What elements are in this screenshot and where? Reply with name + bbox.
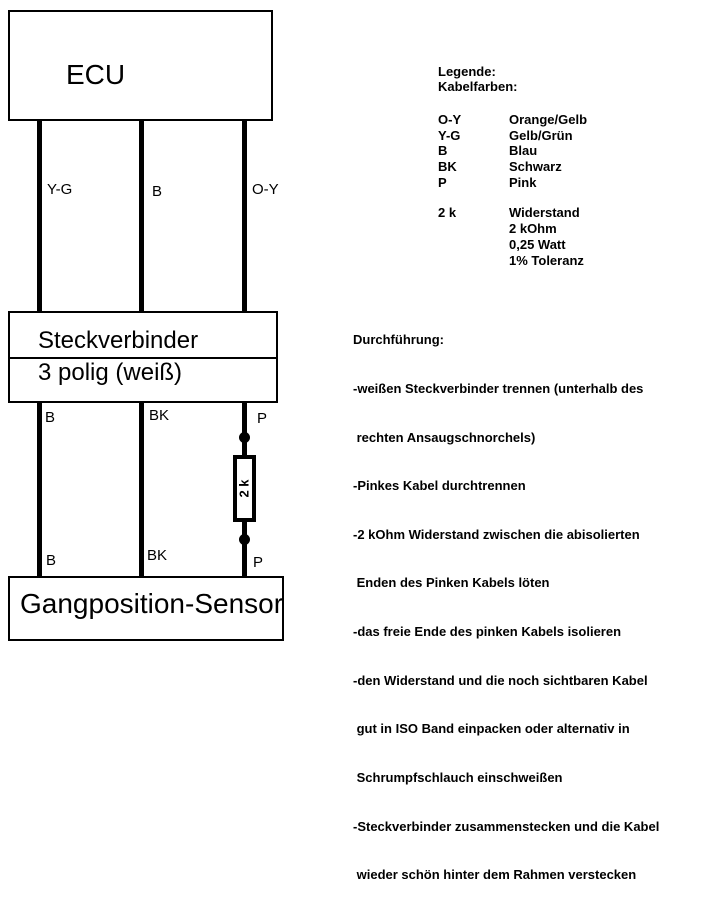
legend-value: Schwarz	[509, 159, 562, 175]
legend-subtitle: Kabelfarben:	[438, 79, 518, 94]
wire-yellow-green	[37, 118, 42, 313]
legend-resistor-block	[438, 205, 584, 269]
legend-row	[438, 143, 587, 159]
pin-label-b-connector: B	[45, 409, 56, 426]
legend-value: Orange/Gelb	[509, 112, 588, 127]
legend-value: 0,25 Watt	[509, 237, 566, 252]
wire-black-lower	[139, 401, 144, 578]
wire-blue-lower	[37, 401, 42, 578]
sensor-label: Gangposition-Sensor	[20, 588, 284, 619]
pin-label-bk-connector: BK	[149, 407, 170, 424]
legend-value: Pink	[509, 174, 537, 190]
legend-value: Blau	[509, 143, 538, 159]
instruction-line: gut in ISO Band einpacken oder alternativ in	[353, 721, 630, 737]
connector-label-line2: 3 polig (weiß)	[38, 359, 183, 386]
instructions-block	[353, 300, 659, 916]
legend-row	[438, 128, 587, 144]
pin-label-p-connector: P	[257, 410, 268, 427]
ecu-box	[8, 10, 273, 121]
instruction-line: Enden des Pinken Kabels löten	[353, 575, 550, 591]
legend-color-list	[438, 112, 587, 191]
wire-orange-yellow	[242, 118, 247, 313]
legend-key: O-Y	[438, 112, 462, 127]
legend-key: P	[438, 174, 447, 190]
legend-key: B	[438, 143, 448, 159]
legend-title: Legende:	[438, 64, 496, 79]
connector-label-line1: Steckverbinder	[38, 327, 199, 354]
legend-header	[438, 64, 517, 94]
resistor-value-label: 2 k	[237, 479, 253, 498]
instruction-line: -2 kOhm Widerstand zwischen die abisolierten	[353, 526, 640, 542]
instruction-line: -den Widerstand und die noch sichtbaren Kabel	[353, 672, 648, 688]
sensor-box	[8, 576, 284, 641]
pin-label-p-sensor: P	[253, 554, 264, 571]
legend-value: Gelb/Grün	[509, 127, 573, 143]
pin-label-b-sensor: B	[46, 552, 57, 569]
legend-row	[438, 205, 584, 221]
instruction-line: -weißen Steckverbinder trennen (unterhalb des	[353, 381, 644, 397]
legend-row	[438, 159, 587, 175]
instruction-line: wieder schön hinter dem Rahmen verstecken	[353, 867, 637, 883]
pin-label-bk-sensor: BK	[147, 547, 168, 564]
solder-joint-upper	[239, 432, 250, 443]
legend-value: 2 kOhm	[509, 221, 557, 236]
solder-joint-lower	[239, 534, 250, 545]
instruction-line: Schrumpfschlauch einschweißen	[353, 769, 563, 785]
instruction-line: rechten Ansaugschnorchels)	[353, 429, 536, 445]
connector-box	[8, 311, 278, 403]
legend-row	[438, 112, 587, 128]
instruction-line: -Pinkes Kabel durchtrennen	[353, 478, 526, 494]
legend-key: Y-G	[438, 127, 461, 143]
legend-value: 1% Toleranz	[509, 253, 584, 268]
wire-label-yg: Y-G	[47, 181, 73, 198]
instructions-title: Durchführung:	[353, 332, 444, 348]
resistor-2k	[233, 455, 256, 522]
ecu-label: ECU	[66, 59, 126, 90]
instruction-line: -Steckverbinder zusammenstecken und die Kabel	[353, 818, 660, 834]
legend-key: BK	[438, 159, 457, 175]
wire-label-b-upper: B	[152, 183, 163, 200]
instruction-line: -das freie Ende des pinken Kabels isolieren	[353, 624, 622, 640]
wire-blue-upper	[139, 118, 144, 313]
legend-value: Widerstand	[509, 205, 580, 220]
legend-key: 2 k	[438, 205, 457, 220]
wire-label-oy: O-Y	[252, 181, 279, 198]
legend-row	[438, 175, 587, 191]
